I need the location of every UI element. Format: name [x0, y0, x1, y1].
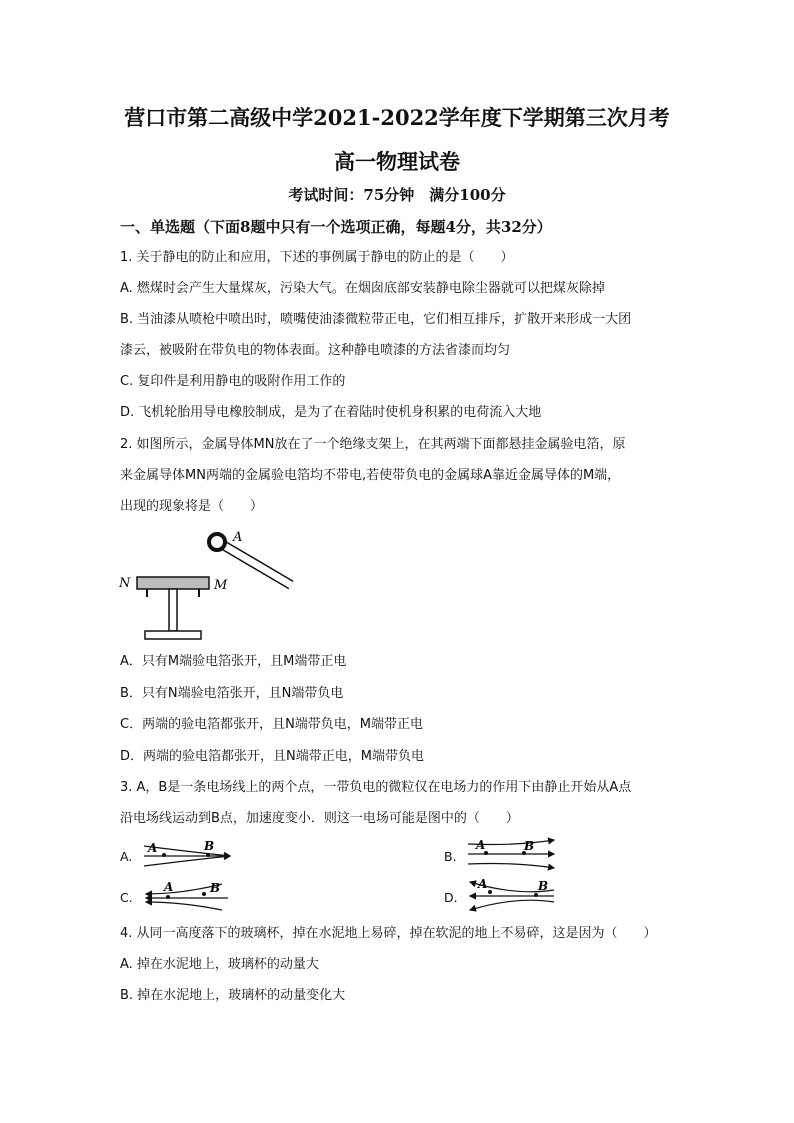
q3-field-figure-c	[142, 878, 237, 912]
q3-option-c-label: C.	[120, 890, 133, 905]
q3-option-a-label: A.	[120, 849, 133, 864]
exam-info: 考试时间：75分钟 满分100分	[288, 186, 506, 204]
q3-stem-2: 沿电场线运动到B点，加速度变小．则这一电场可能是图中的（ ）	[120, 811, 519, 826]
q1-option-c: C. 复印件是利用静电的吸附作用工作的	[120, 374, 346, 389]
q3d-point-a: A	[478, 877, 488, 891]
q1-option-b: B. 当油漆从喷枪中喷出时，喷嘴使油漆微粒带正电，它们相互排斥，扩散开来形成一大团	[120, 312, 632, 327]
q1-option-d: D. 飞机轮胎用导电橡胶制成，是为了在着陆时使机身积累的电荷流入大地	[120, 405, 542, 420]
q1-option-a: A. 燃煤时会产生大量煤灰，污染大气。在烟囱底部安装静电除尘器就可以把煤灰除掉	[120, 281, 605, 296]
q3-field-figure-a	[142, 838, 237, 870]
section-heading: 一、单选题（下面8题中只有一个选项正确，每题4分，共32分）	[120, 218, 552, 236]
q2-stem-3: 出现的现象将是（ ）	[120, 499, 264, 514]
q1-stem: 1. 关于静电的防止和应用，下述的事例属于静电的防止的是（ ）	[120, 250, 514, 265]
q2-option-a: A．只有M端验电箔张开，且M端带正电	[120, 654, 347, 669]
end-label-m: M	[214, 578, 228, 593]
q4-stem: 4. 从同一高度落下的玻璃杯，掉在水泥地上易碎，掉在软泥的地上不易碎，这是因为（ ）	[120, 926, 657, 941]
q3b-point-a: A	[476, 838, 486, 852]
q3-field-figure-d	[466, 876, 561, 912]
q3c-point-a: A	[164, 880, 174, 894]
q2-option-b: B．只有N端验电箔张开，且N端带负电	[120, 686, 344, 701]
q2-stem-1: 2. 如图所示，金属导体MN放在了一个绝缘支架上，在其两端下面都悬挂金属验电箔，原	[120, 437, 626, 452]
q2-conductor-figure	[115, 525, 305, 645]
q3c-point-b: B	[210, 881, 221, 895]
q3-field-figure-b	[466, 836, 561, 870]
q2-stem-2: 来金属导体MN两端的金属验电箔均不带电,若使带负电的金属球A靠近金属导体的M端，	[120, 468, 621, 483]
exam-subtitle: 高一物理试卷	[334, 149, 460, 174]
ball-label-a: A	[233, 530, 243, 545]
exam-title: 营口市第二高级中学2021-2022学年度下学期第三次月考	[124, 105, 670, 130]
q4-option-a: A. 掉在水泥地上，玻璃杯的动量大	[120, 957, 319, 972]
end-label-n: N	[119, 576, 131, 591]
q3d-point-b: B	[538, 879, 549, 893]
q3-stem-1: 3. A，B是一条电场线上的两个点，一带负电的微粒仅在电场力的作用下由静止开始从A点	[120, 780, 632, 795]
q3b-point-b: B	[524, 839, 535, 853]
q4-option-b: B. 掉在水泥地上，玻璃杯的动量变化大	[120, 988, 346, 1003]
q3a-point-a: A	[148, 841, 158, 855]
q3a-point-b: B	[204, 839, 215, 853]
q3-option-b-label: B.	[444, 849, 457, 864]
q2-option-c: C．两端的验电箔都张开，且N端带负电，M端带正电	[120, 717, 424, 732]
q3-option-d-label: D.	[444, 890, 458, 905]
q2-option-d: D．两端的验电箔都张开，且N端带正电，M端带负电	[120, 749, 424, 764]
q1-option-b-cont: 漆云，被吸附在带负电的物体表面。这种静电喷漆的方法省漆而均匀	[120, 343, 511, 358]
